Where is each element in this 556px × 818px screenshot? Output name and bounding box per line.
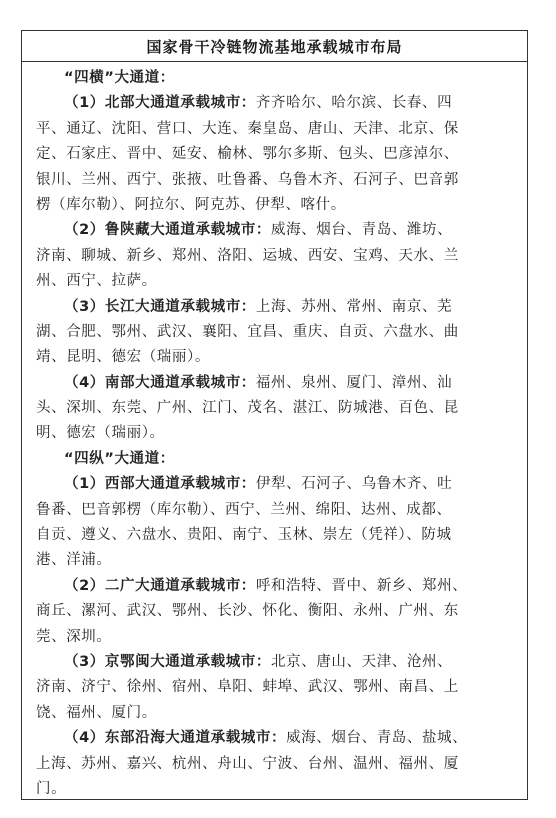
city-text: 上海、苏州、常州、南京、芜 <box>255 298 453 315</box>
corridor-label: （1）北部大通道承载城市： <box>64 95 256 112</box>
city-text: 呼和浩特、晋中、新乡、郑州、 <box>255 577 468 594</box>
city-line: 平、通辽、沈阳、营口、大连、秦皇岛、唐山、天津、北京、保 <box>36 120 459 137</box>
city-line: 莞、深圳。 <box>36 628 112 645</box>
city-line: 靖、昆明、德宏（瑞丽）。 <box>36 349 210 366</box>
corridor-label: （4）东部沿海大通道承载城市： <box>64 730 287 747</box>
city-line: 上海、苏州、嘉兴、杭州、舟山、宁波、台州、温州、福州、厦 <box>36 755 459 772</box>
layout-table <box>21 30 528 800</box>
city-line: 商丘、漯河、武汉、鄂州、长沙、怀化、衡阳、永州、广州、东 <box>36 603 459 620</box>
city-line: 门。 <box>36 780 67 797</box>
section-heading-four-vertical: “四纵”大通道： <box>64 450 175 467</box>
city-text: 福州、泉州、厦门、漳州、汕 <box>255 374 453 391</box>
corridor-label: （3）长江大通道承载城市： <box>64 298 256 315</box>
city-line: 自贡、遵义、六盘水、贵阳、南宁、玉林、崇左（凭祥）、防城 <box>36 527 452 544</box>
item-first-line <box>36 650 515 675</box>
city-line: 银川、兰州、西宁、张掖、吐鲁番、乌鲁木齐、石河子、巴音郭 <box>36 171 459 188</box>
table-content <box>22 62 527 802</box>
city-line: 港、洋浦。 <box>36 552 112 569</box>
city-line: 饶、福州、厦门。 <box>36 704 157 721</box>
table-title: 国家骨干冷链物流基地承载城市布局 <box>22 31 527 62</box>
corridor-label: （4）南部大通道承载城市： <box>64 374 256 391</box>
corridor-label: （2）鲁陕藏大通道承载城市： <box>64 222 271 239</box>
item-first-line <box>36 295 515 320</box>
city-text: 齐齐哈尔、哈尔滨、长春、四 <box>255 95 453 112</box>
corridor-label: （1）西部大通道承载城市： <box>64 476 256 493</box>
city-text: 北京、唐山、天津、沧州、 <box>271 653 453 670</box>
item-first-line <box>36 371 515 396</box>
city-text: 威海、烟台、青岛、盐城、 <box>286 730 468 747</box>
city-text: 威海、烟台、青岛、潍坊、 <box>271 222 453 239</box>
item-first-line <box>36 574 515 599</box>
corridor-label: （3）京鄂闽大通道承载城市： <box>64 653 271 670</box>
section-heading-four-horizontal: “四横”大通道： <box>64 70 175 86</box>
city-line: 湖、合肥、鄂州、武汉、襄阳、宜昌、重庆、自贡、六盘水、曲 <box>36 323 459 340</box>
city-line: 州、西宁、拉萨。 <box>36 273 157 290</box>
city-text: 伊犁、石河子、乌鲁木齐、吐 <box>255 476 453 493</box>
item-first-line <box>36 726 515 751</box>
city-line: 头、深圳、东莞、广州、江门、茂名、湛江、防城港、百色、昆 <box>36 400 459 417</box>
corridor-label: （2）二广大通道承载城市： <box>64 577 256 594</box>
city-line: 楞（库尔勒）、阿拉尔、阿克苏、伊犁、喀什。 <box>36 196 346 213</box>
item-first-line <box>36 472 515 497</box>
city-line: 明、德宏（瑞丽）。 <box>36 425 165 442</box>
item-first-line <box>36 218 515 243</box>
city-line: 鲁番、巴音郭楞（库尔勒）、西宁、兰州、绵阳、达州、成都、 <box>36 501 452 518</box>
city-line: 济南、济宁、徐州、宿州、阜阳、蚌埠、武汉、鄂州、南昌、上 <box>36 679 459 696</box>
city-line: 济南、聊城、新乡、郑州、洛阳、运城、西安、宝鸡、天水、兰 <box>36 247 459 264</box>
item-first-line <box>36 91 515 116</box>
city-line: 定、石家庄、晋中、延安、榆林、鄂尔多斯、包头、巴彦淖尔、 <box>36 146 459 163</box>
